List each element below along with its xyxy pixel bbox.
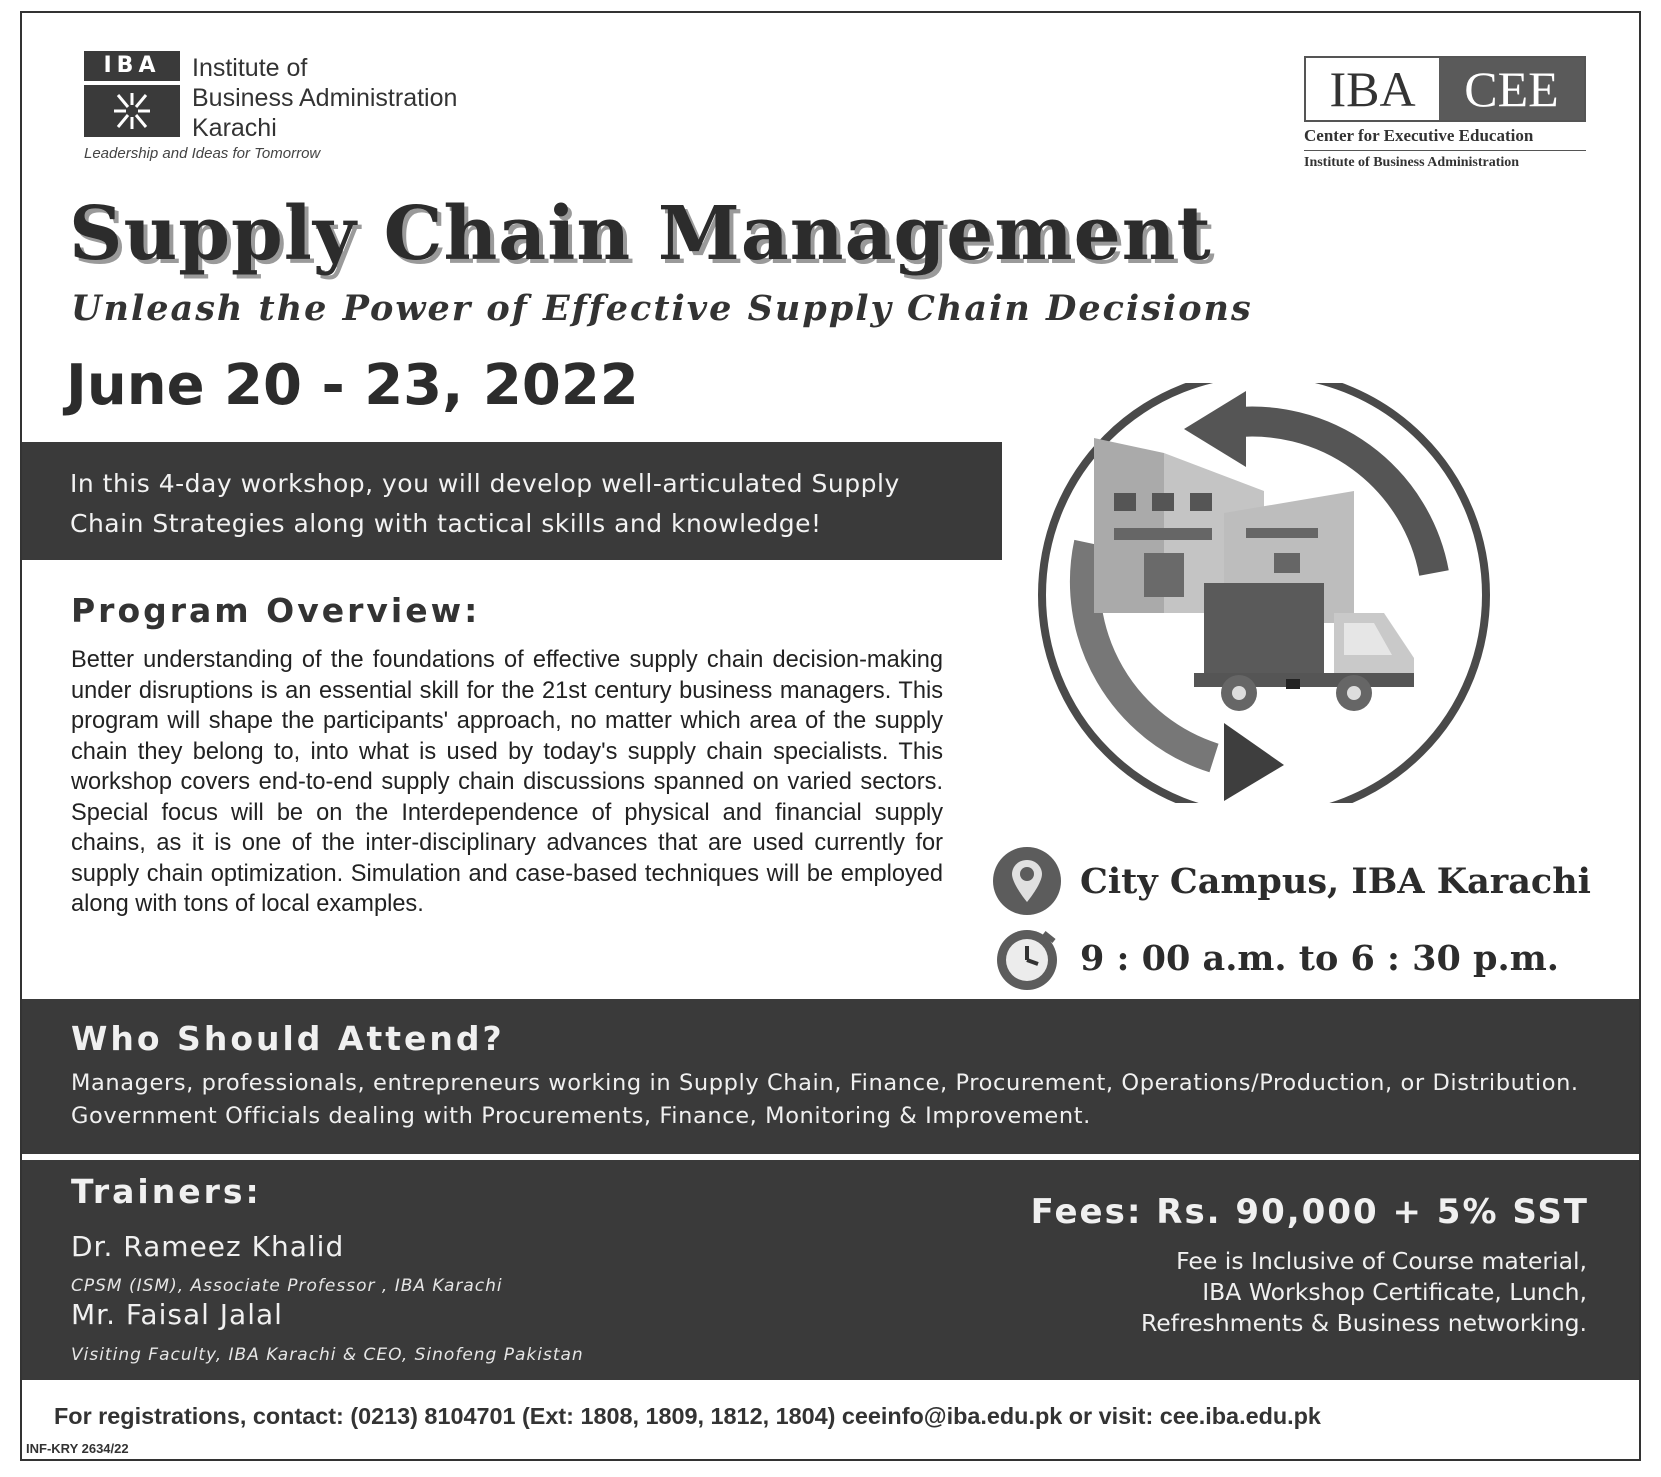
intro-banner (22, 442, 1002, 560)
event-dates: June 20 - 23, 2022 (66, 353, 639, 418)
cee-wordmark-cee: CEE (1439, 58, 1584, 120)
trainers-heading: Trainers: (71, 1172, 262, 1211)
iba-tagline: Leadership and Ideas for Tomorrow (84, 145, 321, 162)
iba-emblem-icon (84, 85, 180, 137)
iba-name (192, 53, 457, 143)
iba-name-line: Institute of (192, 54, 308, 82)
overview-body: Better understanding of the foundations of effective supply chain decision-making under disruptions is an essential skill for the 21st century business managers. This program will shape the participants' approach, no matter which area of the supply chain they belong to, into what is used by today's supply chain specialists. This workshop covers end-to-end supply chain discussions spanned on varied sectors. Special focus will be on the Interdependence of physical and financial supply chains, as it is one of the inter-disciplinary advances that are used currently for supply chain optimization. Simulation and case-based techniques will be employed along with tons of local examples. (71, 647, 943, 917)
advertisement (20, 11, 1641, 1461)
supply-chain-cycle-icon (1014, 383, 1514, 803)
trainer-name: Mr. Faisal Jalal (71, 1298, 283, 1331)
cee-wordmark-iba: IBA (1329, 61, 1416, 117)
who-should-attend-section (22, 999, 1639, 1154)
who-body: Managers, professionals, entrepreneurs working in Supply Chain, Finance, Procurement, Operations/Production, or Distribution. Government Officials dealing with Procurements, Finance, Monitoring & Improvement. (71, 1070, 1579, 1129)
trainers-section (22, 1160, 1639, 1380)
overview-heading: Program Overview: (71, 591, 481, 630)
intro-line: In this 4-day workshop, you will develop well-articulated Supply (70, 469, 900, 498)
contact-line: For registrations, contact: (0213) 8104701 (Ext: 1808, 1809, 1812, 1804) ceeinfo@iba.edu.pk or visit: cee.iba.edu.pk (54, 1403, 1321, 1429)
page-subtitle: Unleash the Power of Effective Supply Chain Decisions (71, 288, 1253, 329)
fees-line: Fee is Inclusive of Course material, (1176, 1247, 1587, 1275)
trainer-role: CPSM (ISM), Associate Professor , IBA Karachi (71, 1276, 503, 1296)
who-heading: Who Should Attend? (71, 1019, 505, 1058)
location-pin-icon (992, 846, 1062, 916)
location-text: City Campus, IBA Karachi (1080, 860, 1591, 902)
intro-line: Chain Strategies along with tactical skills and knowledge! (70, 509, 822, 538)
iba-mark (84, 51, 180, 137)
cee-wordmark (1304, 56, 1586, 122)
cee-institute: Institute of Business Administration (1304, 155, 1520, 170)
clock-icon (992, 923, 1062, 993)
reference-number: INF-KRY 2634/22 (26, 1441, 129, 1456)
location-row (992, 846, 1591, 916)
iba-name-line: Business Administration (192, 84, 458, 112)
page-title: Supply Chain Management (69, 191, 1212, 277)
fees-line: Refreshments & Business networking. (1140, 1309, 1587, 1337)
fees-heading: Fees: Rs. 90,000 + 5% SST (1030, 1192, 1589, 1232)
iba-mark-text: IBA (84, 51, 180, 81)
fees-line: IBA Workshop Certificate, Lunch, (1202, 1278, 1587, 1306)
timing-row (992, 923, 1559, 993)
trainer-name: Dr. Rameez Khalid (71, 1230, 345, 1263)
iba-name-line: Karachi (192, 114, 277, 142)
fees-details (1027, 1246, 1587, 1339)
timing-text: 9 : 00 a.m. to 6 : 30 p.m. (1080, 937, 1559, 979)
cee-logo (1304, 56, 1586, 171)
cee-subtitle: Center for Executive Education (1304, 126, 1586, 151)
trainer-role: Visiting Faculty, IBA Karachi & CEO, Sinofeng Pakistan (71, 1345, 584, 1365)
